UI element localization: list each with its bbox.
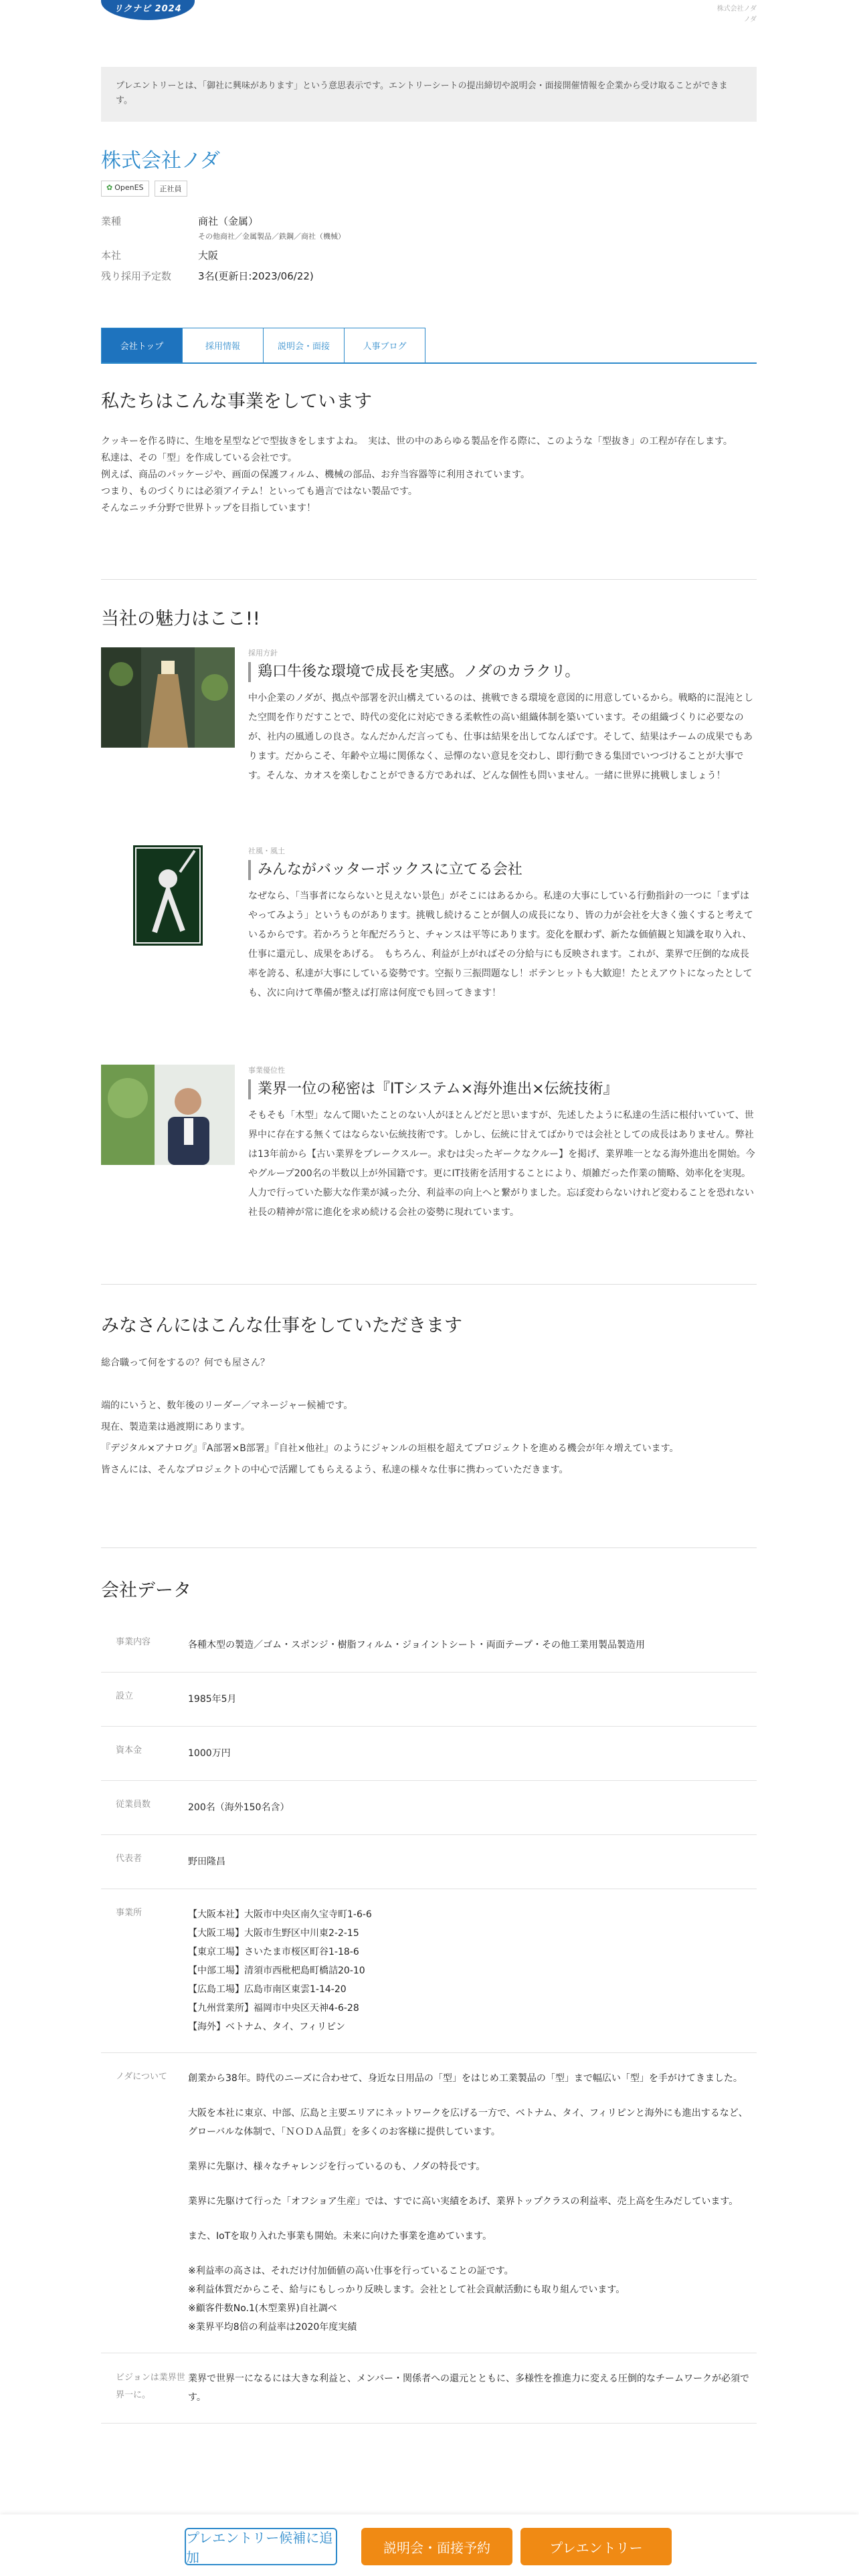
add-to-candidates-button[interactable]: プレエントリー候補に追加	[185, 2528, 337, 2565]
appeal-heading: 業界一位の秘密は『ITシステム×海外進出×伝統技術』	[248, 1079, 757, 1099]
hq-label: 本社	[101, 249, 122, 261]
work-title: みなさんにはこんな仕事をしていただきます	[101, 1315, 462, 1336]
openings-label: 残り採用予定数	[101, 270, 172, 282]
tab-seminar[interactable]: 説明会・面接	[263, 328, 345, 362]
appeal-body: そもそも「木型」なんて聞いたことのない人がほとんどだと思いますが、先述したように私達の生活に根付いていて、世界中に存在する無くてはならない伝統技術です。しかし、伝統に甘えてばかりでは会社としての成長はありません。弊社は13年前から【古い業界をブレークスルー。求むは尖ったギークなクルー】を掲げ、業界唯一となる海外進出を開始。今やグループ200名の半数以上が外国籍です。更にIT技術を活用することにより、煩雑だった作業の簡略、効率化を実現。人力で行っていた膨大な作業が減った分、利益率の向上へと繋がりました。忘ぼ変わらないけれど変わることを恐れない社長の精神が常に進化を求め続ける会社の姿勢に現れています。	[248, 1110, 755, 1218]
table-row: 代表者 野田隆昌	[101, 1835, 757, 1889]
company-data-title: 会社データ	[101, 1580, 191, 1601]
divider	[101, 579, 757, 580]
company-tabs	[101, 328, 757, 364]
leaf-icon: ✿	[106, 183, 113, 192]
tag-fulltime: 正社員	[155, 181, 187, 197]
header-links	[717, 4, 757, 25]
header-sub-link[interactable]: ノダ	[743, 16, 757, 23]
appeal-category: 事業優位性	[248, 1066, 285, 1075]
appeal-title: 当社の魅力はここ!!	[101, 609, 260, 629]
pre-entry-button[interactable]: プレエントリー	[520, 2528, 672, 2565]
tab-hr-blog[interactable]: 人事ブログ	[344, 328, 425, 362]
appeal-category: 社風・風土	[248, 847, 285, 855]
business-title: 私たちはこんな事業をしています	[101, 391, 372, 412]
company-summary	[101, 214, 345, 290]
president-photo	[101, 1065, 235, 1165]
appeal-category: 採用方針	[248, 649, 278, 657]
rikunabi-logo[interactable]: リクナビ 2024	[101, 0, 195, 20]
divider	[101, 1547, 757, 1548]
table-row-offices: 事業所 【大阪本社】大阪市中央区南久宝寺町1-6-6 【大阪工場】大阪市生野区中川東2-2-15 【東京工場】さいたま市桜区町谷1-18-6 【中部工場】清須市西枇杷島町橋詰20-10 【広島工場】広島市南区東雲1-14-20 【九州営業所】福岡市中央区天神4-6-28 【海外】ベトナム、タイ、フィリピン	[101, 1889, 757, 2053]
site-header	[0, 0, 859, 35]
seminar-reservation-button[interactable]: 説明会・面接予約	[361, 2528, 512, 2565]
table-row: 事業内容 各種木型の製造／ゴム・スポンジ・樹脂フィルム・ジョイントシート・両面テープ・その他工業用製品製造用	[101, 1618, 757, 1673]
industry-label: 業種	[101, 215, 122, 227]
company-data-table	[101, 1618, 757, 2424]
openings-value: 3名(更新日:2023/06/22)	[198, 270, 314, 282]
appeal-body: なぜなら、「当事者にならないと見えない景色」がそこにはあるから。私達の大事にしている行動指針の一つに「まずはやってみよう」というものがあります。挑戦し続けることが個人の成長になり、皆の力が会社を大きく強くすると考えているからです。若かろうと年配だろうと、チャンスは平等にあります。変化を厭わず、新たな価値観と知識を取り入れ、仕事に還元し、成果をあげる。 もちろん、利益が上がればその分給与にも反映されます。これが、業界で圧倒的な成長率を誇る、私達が大事にしている姿勢です。空振り三振問題なし！ボテンヒットも大歓迎！たとえアウトになったとしても、次に向けて準備が整えば打席は何度でも回ってきます！	[248, 891, 753, 998]
bottom-action-bar	[0, 2514, 859, 2576]
industry-sub: その他商社／金属製品／鉄鋼／商社（機械）	[198, 232, 345, 241]
appeal-heading: みんながバッターボックスに立てる会社	[248, 860, 757, 880]
table-row-about: ノダについて 創業から38年。時代のニーズに合わせて、身近な日用品の「型」をはじめ工業製品の「型」まで幅広い「型」を手がけてきました。 大阪を本社に東京、中部、広島と主要エリアにネットワークを広げる一方で、ベトナム、タイ、フィリピンと海外にも進出するなど、グローバルな体制で、「ＮＯＤＡ品質」を多くのお客様に提供しています。 業界に先駆け、様々なチャレンジを行っているのも、ノダの特長です。 業界に先駆けて行った「オフショア生産」では、すでに高い実績をあげ、業界トップクラスの利益率、売上高を生みだしています。 また、IoTを取り入れた事業も開始。未来に向けた事業を進めています。 ※利益率の高さは、それだけ付加価値の高い仕事を行っていることの証です。 ※利益体質だからこそ、給与にもしっかり反映します。会社として社会貢献活動にも取り組んでいます。 ※顧客件数No.1(木型業界)自社調べ ※業界平均8倍の利益率は2020年度実績	[101, 2053, 757, 2353]
tag-openes: ✿ OpenES	[101, 181, 149, 197]
pre-entry-notice: プレエントリーとは、「御社に興味があります」という意思表示です。エントリーシートの提出締切や説明会・面接開催情報を企業から受け取ることができます。	[101, 67, 757, 122]
company-tags	[101, 181, 187, 197]
header-company-link[interactable]: 株式会社ノダ	[717, 5, 757, 13]
table-row: 資本金 1000万円	[101, 1727, 757, 1781]
office-hallway-photo	[101, 647, 235, 748]
appeal-heading: 鶏口牛後な環境で成長を実感。ノダのカラクリ。	[248, 662, 757, 682]
table-row-vision: ビジョンは業界世界一に。 業界で世界一になるには大きな利益と、メンバー・関係者への還元とともに、多様性を推進力に変える圧倒的なチームワークが必須です。	[101, 2353, 757, 2424]
appeal-body: 中小企業のノダが、拠点や部署を沢山構えているのは、挑戦できる環境を意図的に用意しているから。戦略的に混沌とした空間を作りだすことで、時代の変化に対応できる柔軟性の高い組織体制を築いています。その組織づくりに必要なのが、社内の風通しの良さ。なんだかんだ言っても、仕事は結果を出してなんぼです。そして、結果はチームの成果でもあります。だからこそ、年齢や立場に関係なく、忌憚のない意見を交わし、即行動できる集団でいつづけることが大事です。そんな、カオスを楽しむことができる方であれば、どんな個性も問いません。一緒に世界に挑戦しましょう！	[248, 693, 754, 781]
batter-illustration	[101, 845, 235, 946]
divider	[101, 1284, 757, 1285]
table-row: 従業員数 200名（海外150名含）	[101, 1781, 757, 1835]
tab-recruit-info[interactable]: 採用情報	[182, 328, 264, 362]
business-text: クッキーを作る時に、生地を星型などで型抜きをしますよね。 実は、世の中のあらゆる製品を作る際に、このような「型抜き」の工程が存在します。 私達は、その「型」を作成している会社です。 例えば、商品のパッケージや、画面の保護フィルム、機械の部品、お弁当容器等に利用されています。 つまり、ものづくりには必須アイテム！といっても過言ではない製品です。 そんなニッチ分野で世界トップを目指しています！	[101, 436, 733, 514]
table-row: 設立 1985年5月	[101, 1673, 757, 1727]
work-text: 総合職って何をするの？何でも屋さん？ 端的にいうと、数年後のリーダー／マネージャー候補です。 現在、製造業は過渡期にあります。 『デジタル×アナログ』『A部署×B部署』『自社×他社』のようにジャンルの垣根を超えてプロジェクトを進める機会が年々増えています。 皆さんには、そんなプロジェクトの中心で活躍してもらえるよう、私達の様々な仕事に携わっていただきます。	[101, 1358, 679, 1475]
tab-company-top[interactable]: 会社トップ	[101, 328, 183, 362]
hq-value: 大阪	[198, 249, 219, 261]
industry-value: 商社（金属）	[198, 215, 259, 227]
company-name: 株式会社ノダ	[101, 149, 220, 173]
